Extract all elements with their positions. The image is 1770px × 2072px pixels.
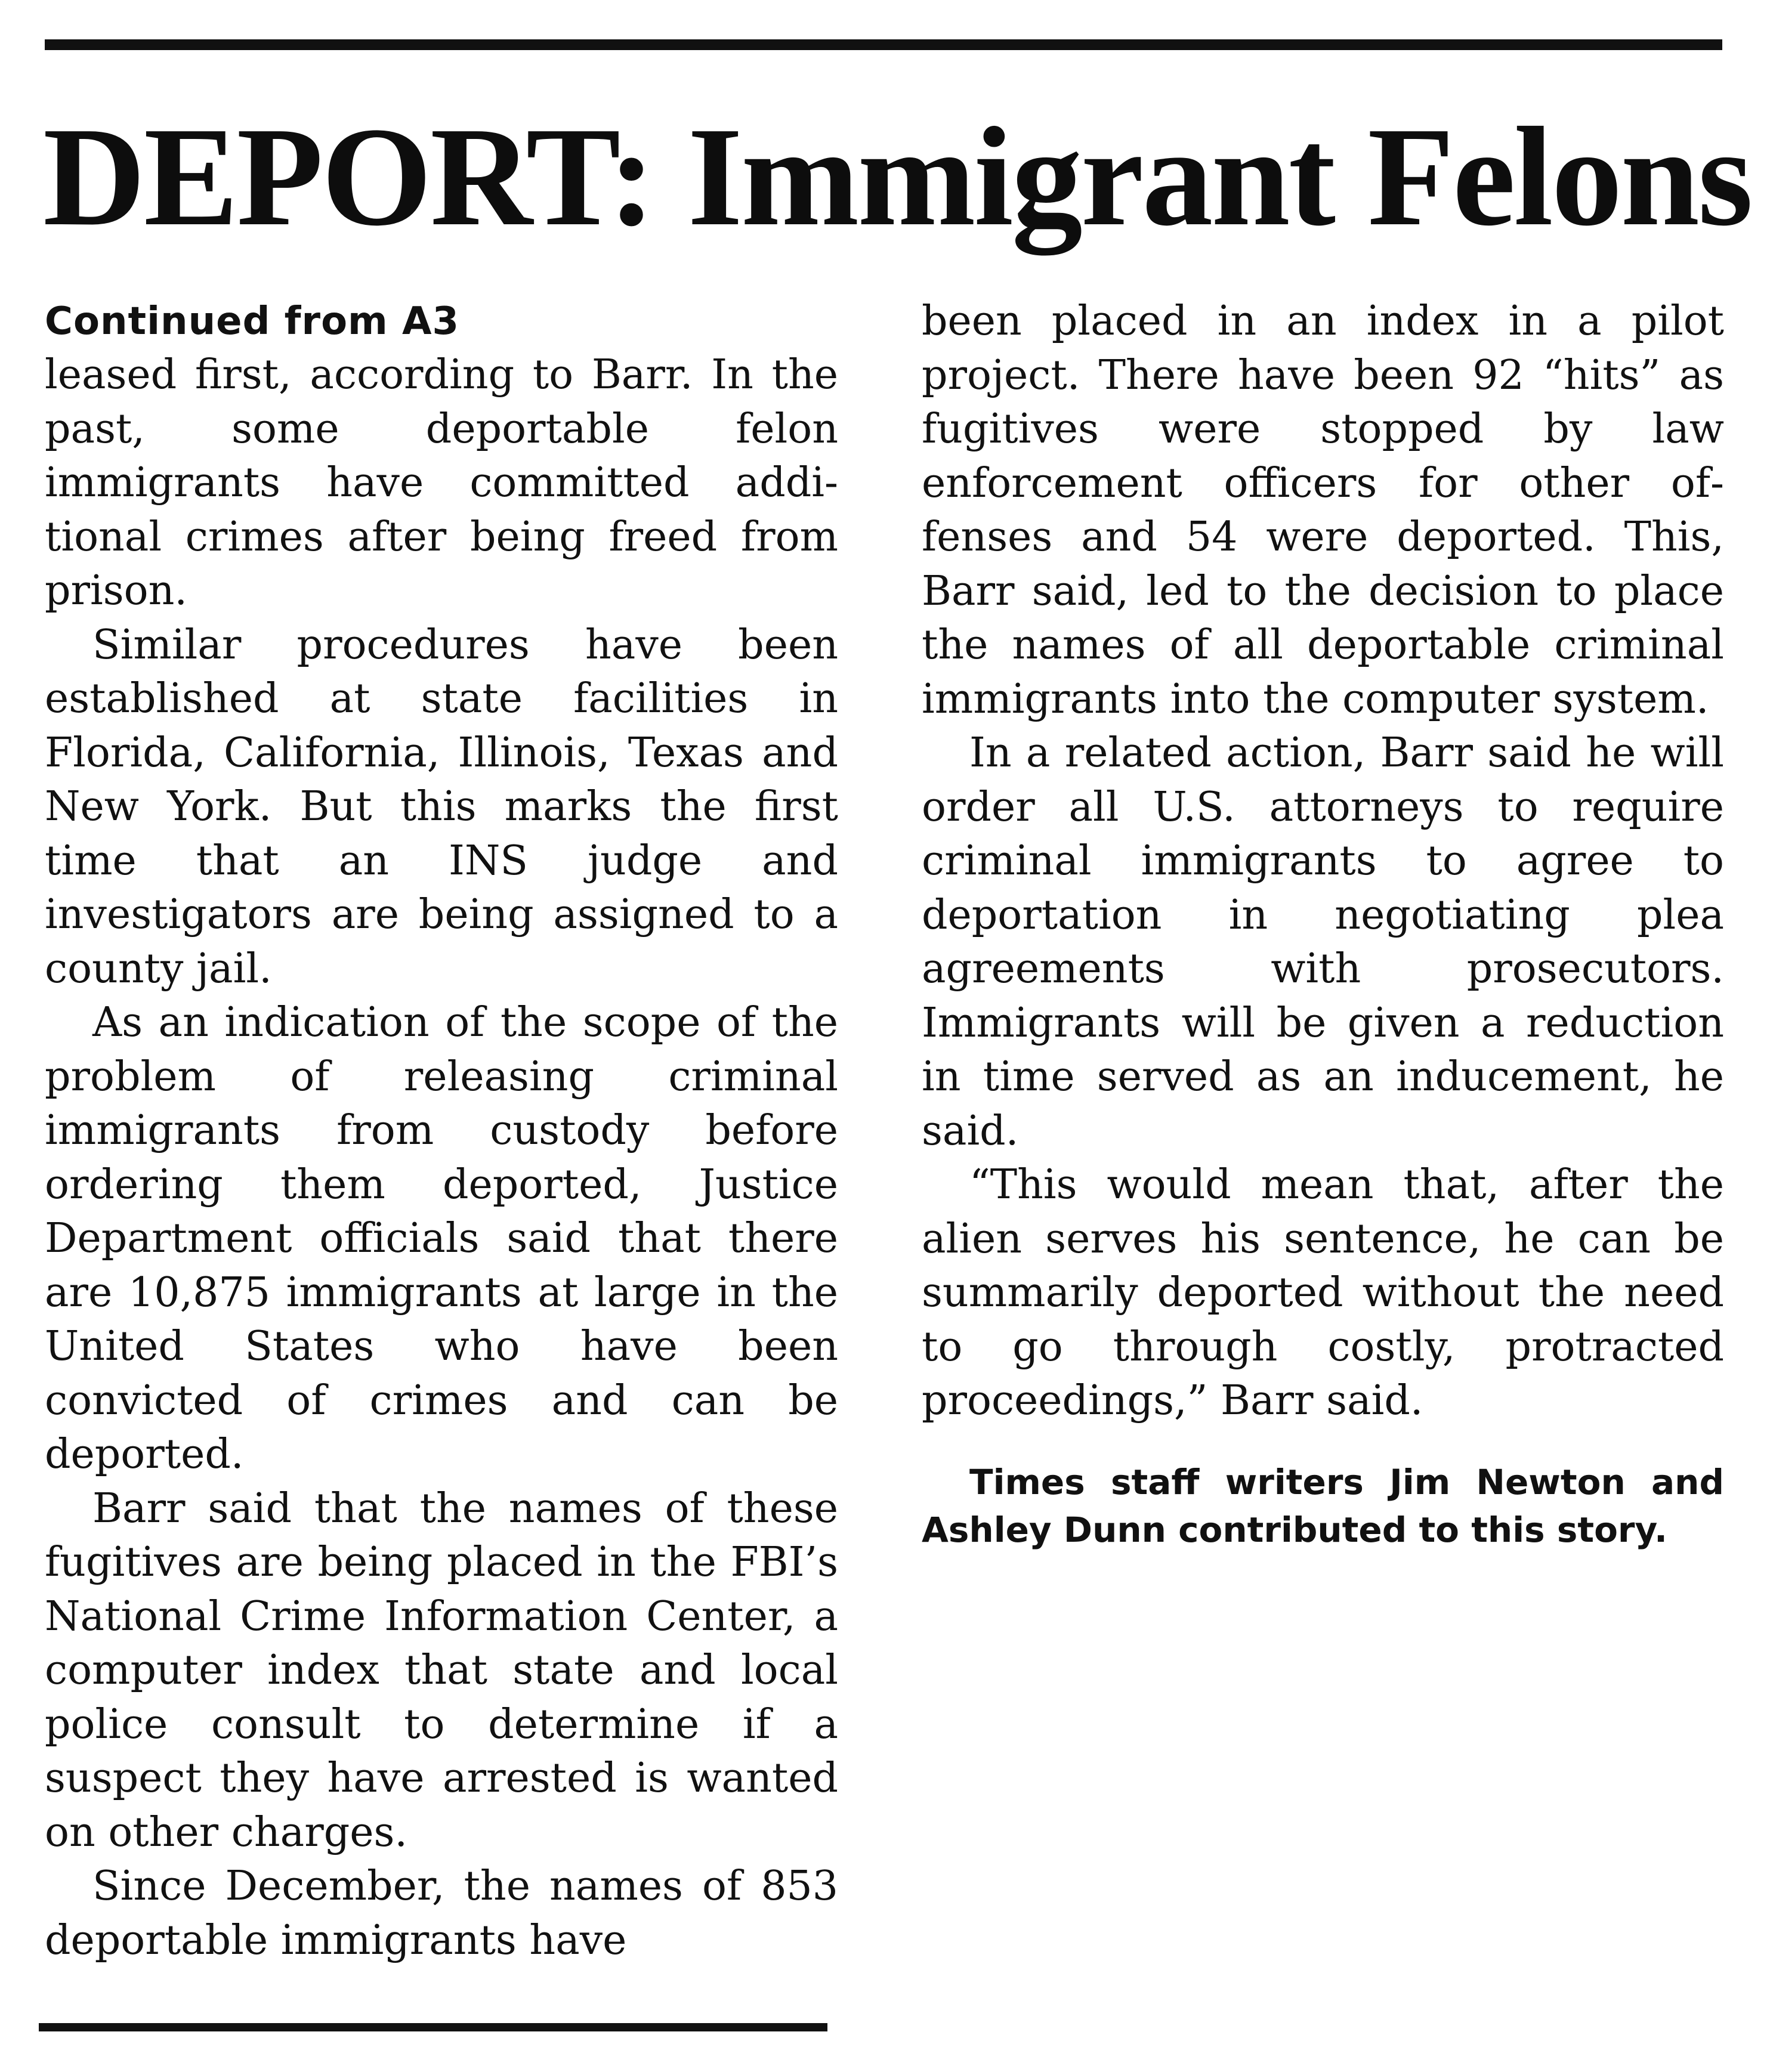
headline: DEPORT: Immigrant Felons [43, 98, 1752, 255]
staff-credit: Times staff writers Jim Newton and Ashley Dunn contributed to this story. [922, 1461, 1724, 1550]
right-column [922, 295, 1724, 1554]
article-paragraph: Since December, the names of 853 deportable immigrants have [45, 1863, 838, 1964]
bottom-rule [39, 2023, 827, 2031]
top-rule [45, 39, 1722, 50]
article-paragraph: Barr said that the names of these fugitives are being placed in the FBI’s National Crime Information Center, a computer index that state and local police consult to determine if a suspect they have arrested is wanted on other charges. [45, 1485, 838, 1856]
article-paragraph: leased first, according to Barr. In the past, some deportable felon immigrants have committed additional crimes after being freed from prison. [45, 351, 838, 614]
left-column [45, 295, 838, 1968]
article-paragraph: Similar procedures have been established at state facilities in Florida, California, Illinois, Texas and New York. But this marks the first time that an INS judge and investigators are being assigned to a county jail. [45, 621, 838, 992]
article-paragraph: As an indication of the scope of the problem of releasing criminal immigrants from custody before ordering them deported, Justice Department officials said that there are 10,875 immigrants at large in the United States who have been convicted of crimes and can be deported. [45, 999, 838, 1478]
article-paragraph: been placed in an index in a pilot project. There have been 92 “hits” as fugitives were stopped by law enforcement officers for other offenses and 54 were deported. This, Barr said, led to the decision to place the names of all deportable criminal immigrants into the computer system. [922, 298, 1724, 723]
article-paragraph: “This would mean that, after the alien serves his sentence, he can be summarily deported without the need to go through costly, protracted proceedings,” Barr said. [922, 1161, 1724, 1424]
article-paragraph: In a related action, Barr said he will order all U.S. attorneys to require criminal immigrants to agree to deportation in negotiating plea agreements with prosecutors. Immigrants will be given a reduction in time served as an inducement, he said. [922, 729, 1724, 1155]
jump-line: Continued from A3 [45, 299, 460, 344]
